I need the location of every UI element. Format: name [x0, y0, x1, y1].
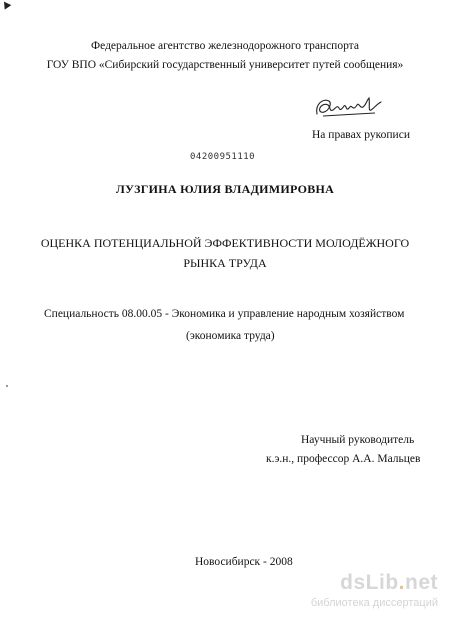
manuscript-note: На правах рукописи [312, 129, 410, 141]
thesis-title-line-1: ОЦЕНКА ПОТЕНЦИАЛЬНОЙ ЭФФЕКТИВНОСТИ МОЛОДЁЖНОГО [40, 236, 410, 250]
author-name: ЛУЗГИНА ЮЛИЯ ВЛАДИМИРОВНА [115, 182, 335, 196]
archive-number: 04200951110 [190, 152, 256, 162]
handwritten-signature-icon [313, 92, 383, 122]
agency-name: Федеральное агентство железнодорожного транспорта [91, 40, 359, 52]
watermark-logo-tld: net [405, 571, 438, 594]
supervisor-name: к.э.н., профессор А.А. Мальцев [266, 453, 421, 465]
dslib-watermark [312, 571, 444, 615]
specialty-subline: (экономика труда) [186, 330, 275, 342]
watermark-logo-main: dsLib [340, 571, 399, 594]
watermark-logo [340, 571, 438, 595]
watermark-subtitle: библиотека диссертаций [310, 597, 438, 609]
scan-artifact-dot [6, 385, 8, 387]
scan-artifact-mark [1, 0, 12, 10]
supervisor-label: Научный руководитель [301, 434, 415, 446]
university-name: ГОУ ВПО «Сибирский государственный университет путей сообщения» [46, 59, 404, 71]
thesis-title-line-2: РЫНКА ТРУДА [183, 256, 267, 270]
specialty-line: Специальность 08.00.05 - Экономика и управление народным хозяйством [44, 308, 405, 320]
watermark-logo-dot: . [398, 571, 405, 594]
city-year: Новосибирск - 2008 [195, 556, 293, 568]
